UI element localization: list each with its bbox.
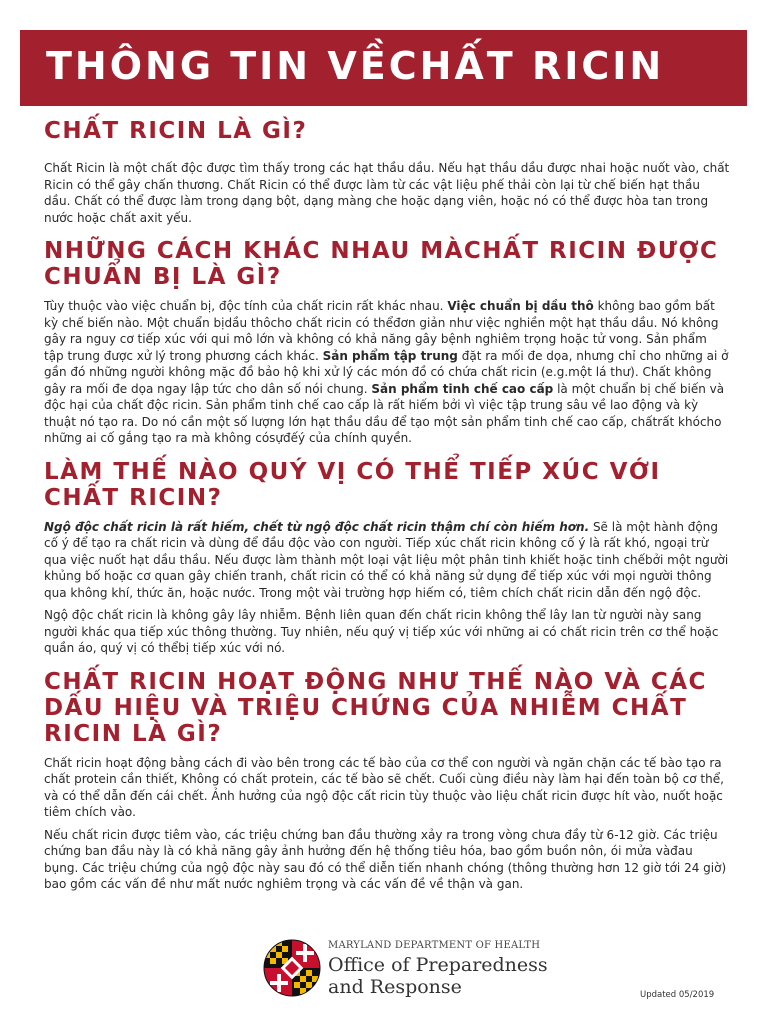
section-preparation-types — [44, 238, 730, 447]
section-heading: LÀM THẾ NÀO QUÝ VỊ CÓ THỂ TIẾP XÚC VỚI CHẤT RICIN? — [44, 458, 661, 511]
section-paragraph — [44, 519, 730, 602]
maryland-flag-seal-icon — [262, 938, 322, 998]
section-exposure — [44, 459, 730, 657]
section-heading: CHẤT RICIN HOẠT ĐỘNG NHƯ THẾ NÀO VÀ CÁC DẤU HIỆU VÀ TRIỆU CHỨNG CỦA NHIỄM CHẤT RICIN LÀ GÌ? — [44, 668, 707, 747]
section-what-is-ricin — [44, 118, 730, 226]
org-line-2: and Response — [328, 976, 462, 998]
bold-term: Việc chuẩn bị dầu thô — [447, 299, 594, 313]
page-title: THÔNG TIN VỀCHẤT RICIN — [46, 44, 665, 88]
main-content — [44, 118, 730, 893]
bold-italic-statement: Ngộ độc chất ricin là rất hiếm, chết từ ngộ độc chất ricin thậm chí còn hiếm hơn. — [44, 519, 590, 534]
text-run: Tùy thuộc vào việc chuẩn bị, độc tính của chất ricin rất khác nhau. — [44, 299, 448, 313]
org-line-1: Office of Preparedness — [328, 954, 548, 976]
page-title-banner — [20, 30, 747, 106]
text-run: là một chuẩn bị chế biến và độc hại của chất độc ricin. Sản phẩm tinh chế cao cấp là rất hiếm bởi vì việc tập trung sâu về lao động và kỳ thuật nó tạo ra. Do nó cần một số lượng lớn hạt thầu dầu để tạo một sản phẩm tinh chế cao cấp, chấtrất khócho những ai cố gắng tạo ra mà không cósựđếý của chính quyền. — [44, 381, 725, 445]
section-paragraph: Ngộ độc chất ricin là không gây lây nhiễm. Bệnh liên quan đến chất ricin không thể lây lan từ người này sang người khác qua tiếp xúc thông thường. Tuy nhiên, nếu quý vị tiếp xúc với những ai có chất ricin trên cơ thể hoặc quần áo, quý vị có thểbị tiếp xúc với nó. — [44, 608, 719, 655]
footer-logo — [262, 938, 562, 1002]
section-paragraph: Chất ricin hoạt động bằng cách đi vào bên trong các tế bào của cơ thể con người và ngăn chặn các tế bào tạo ra chất protein cần thiết, Không có chất protein, các tế bào sẽ chết. Cuối cùng điều này làm hại đến toàn bộ cơ thể, và có thể dẫn đến cái chết. Ảnh hưởng của ngộ độc cất ricin tùy thuộc vào liệu chất ricin được hít vào, nuốt hoặc tiêm chích vào. — [44, 755, 724, 819]
text-run: Sẽ là một hành động cố ý để tạo ra chất ricin và dùng để đầu độc vào con người. Tiếp xúc chất ricin không cố ý là rất khó, ngoại trừ qua việc nuốt hạt dầu thầu. Nếu được làm thành một loại vật liệu một phân tinh khiết hoặc tinh chếbởi một người khủng bố hoặc cơ quan gây chiến tranh, chất ricin có thể có khả năng sử dụng để tiếp xúc với mọi người thông qua không khí, thức ăn, hoặc nước. Trong một vài trường hợp hiếm có, tiêm chích chất ricin dẫn đến ngộ độc. — [44, 519, 729, 600]
bold-term: Sản phẩm tập trung — [322, 348, 458, 363]
text-run: không bao gồm bất kỳ chế biến nào. Một chuẩn bịdầu thôcho chất ricin có thểđơn giản như việc nghiền một hạt thầu dầu. Nó không gây ra nguy cơ tiếp xúc với qui mô lớn và không có khả năng gây bệnh nghiêm trọng hoặc tử vong. Sản phẩm tập trung được xử lý trong phương cách khác. — [44, 299, 719, 363]
org-office-name — [328, 954, 548, 998]
section-paragraph: Nếu chất ricin được tiêm vào, các triệu chứng ban đầu thường xảy ra trong vòng chưa đầy từ 6-12 giờ. Các triệu chứng ban đầu này là có khả năng gây ảnh hưởng đến hệ thống tiêu hóa, bao gồm buồn nôn, ói mửa vàđau bụng. Các triệu chứng của ngộ độc này sau đó có thể diễn tiến nhanh chóng (thông thường hơn 12 giờ tới 24 giờ) bao gồm các vấn đề như mất nước nghiêm trọng và các vấn đề về thận và gan. — [44, 827, 727, 891]
section-paragraph: Chất Ricin là một chất độc được tìm thấy trong các hạt thầu dầu. Nếu hạt thầu dầu được nhai hoặc nuốt vào, chất Ricin có thể gây chấn thương. Chất Ricin có thể được làm từ các vật liệu phế thải còn lại từ chế biến hạt thầu dầu. Chất có thể được làm trong dạng bột, dạng màng che hoặc dạng viên, hoặc nó có thể được hòa tan trong nước hoặc chất axit yếu. — [44, 161, 730, 225]
org-department: MARYLAND DEPARTMENT OF HEALTH — [328, 940, 541, 951]
text-run: đặt ra mối đe dọa, nhưng chỉ cho những ai ở gần đó những người không mặc đồ bảo hộ khi xử lý các món đồ có chứa chất ricin (e.g.một lá thư). Chất không gây ra mối đe dọa ngay lập tức cho dân số nói chung. — [44, 348, 729, 396]
section-heading: NHỮNG CÁCH KHÁC NHAU MÀCHẤT RICIN ĐƯỢC CHUẨN BỊ LÀ GÌ? — [44, 238, 719, 290]
section-paragraph — [44, 298, 730, 447]
section-heading: CHẤT RICIN LÀ GÌ? — [44, 118, 308, 144]
updated-date: Updated 05/2019 — [640, 990, 715, 1000]
section-how-ricin-works — [44, 669, 730, 893]
bold-term: Sản phẩm tinh chế cao cấp — [371, 381, 554, 396]
